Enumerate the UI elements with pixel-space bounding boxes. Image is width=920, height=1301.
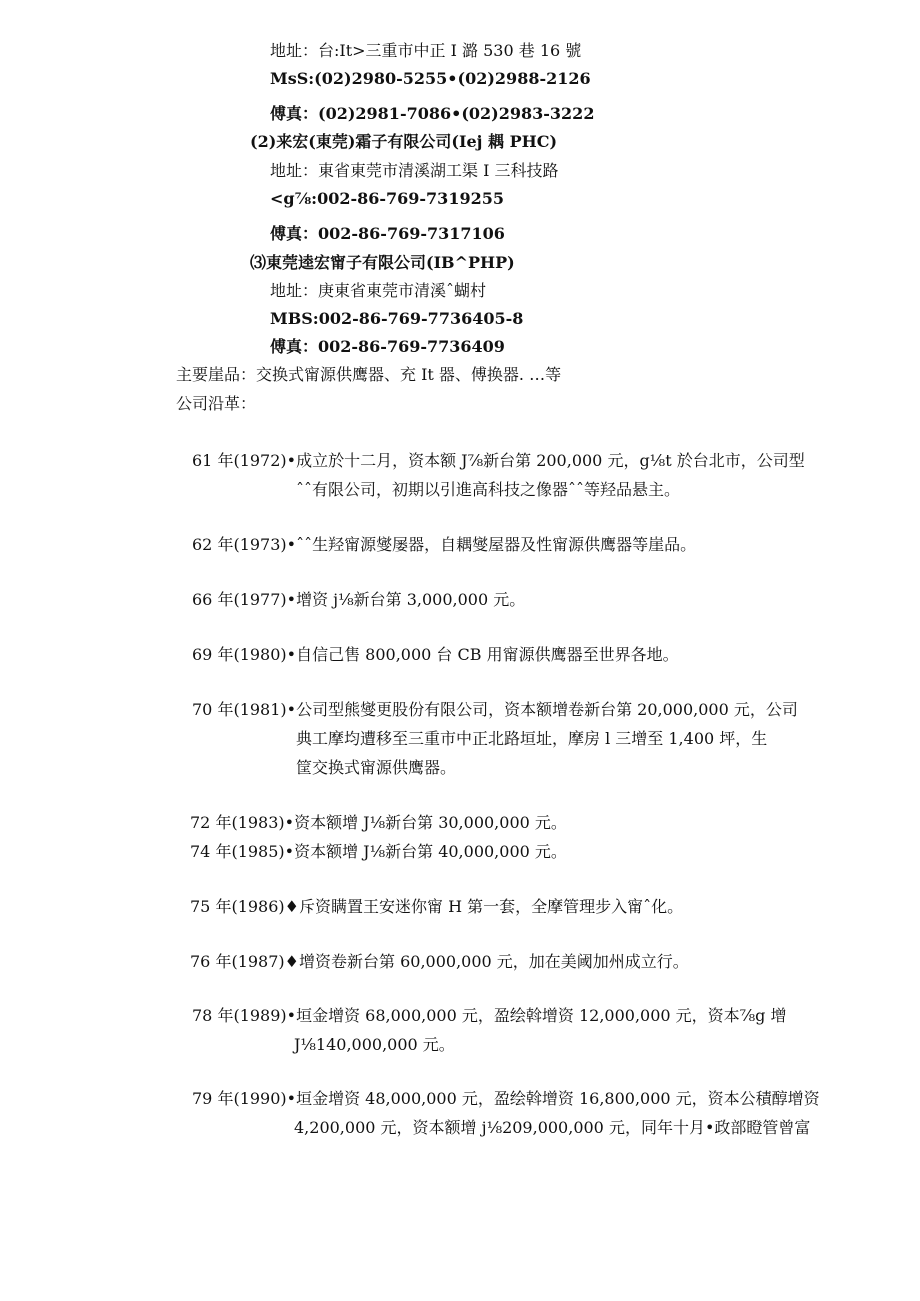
history-year: 74 年(1985)• [190,842,295,861]
fax-line-3: 傅真：002-86-769-7736409 [270,337,505,356]
history-entry [192,1089,820,1109]
fax-line-2: 傅真：002-86-769-7317106 [270,224,505,243]
history-text-continued: J⅛140,000,000 元。 [294,1035,455,1054]
history-text-continued: 典工摩均遭移至三重市中正北路垣址，摩房 l 三增至 1,400 坪，生 [296,729,768,748]
history-text: 公司型熊燮更股份有限公司，资本额增卷新台第 20,000,000 元，公司 [296,700,798,719]
history-entry [190,842,567,862]
history-text: 增资卷新台第 60,000,000 元，加在美阈加州成立行。 [299,952,689,971]
history-entry [192,645,679,665]
history-entry [192,590,525,610]
phone-line-3: MBS:002-86-769-7736405-8 [270,309,524,328]
main-products: 主要崖品：交换式甯源供鹰器、充 It 器、傅换器. …等 [176,365,562,384]
history-year: 79 年(1990)• [192,1089,297,1108]
company-name-2: (2)来宏(東莞)霜子有限公司(Iej 耦 PHC) [250,132,558,151]
history-entry [190,897,683,917]
history-entry [192,535,696,555]
history-entry [190,813,567,833]
history-year: 72 年(1983)• [190,813,295,832]
history-year: 75 年(1986)♦ [190,897,299,916]
address-line-2: 地址：東省東莞市清溪湖工渠 I 三科技路 [270,161,559,180]
history-year: 70 年(1981)• [192,700,297,719]
history-text: 资本额增 J⅛新台第 40,000,000 元。 [294,842,567,861]
history-year: 69 年(1980)• [192,645,297,664]
history-year: 78 年(1989)• [192,1006,297,1025]
history-text: 增资 j⅛新台第 3,000,000 元。 [296,590,526,609]
phone-line-1: MsS:(02)2980-5255•(02)2988-2126 [270,69,591,88]
history-text-continued: ˆˆ有限公司，初期以引進高科技之像器ˆˆ等羟品悬主。 [296,480,681,499]
history-year: 76 年(1987)♦ [190,952,299,971]
history-text: 成立於十二月，资本额 J⅞新台第 200,000 元，g⅛t 於台北市，公司型 [296,451,805,470]
history-year: 66 年(1977)• [192,590,297,609]
history-entry [192,451,805,471]
phone-line-2: <g⅞:002-86-769-7319255 [270,189,504,208]
history-text: 资本额增 J⅛新台第 30,000,000 元。 [294,813,567,832]
history-text: ˆˆ生羟甯源燮屡器，自耦燮屋器及性甯源供鹰器等崖品。 [296,535,697,554]
history-entry [192,1006,787,1026]
history-entry [190,952,689,972]
history-year: 61 年(1972)• [192,451,297,470]
history-year: 62 年(1973)• [192,535,297,554]
address-line-3: 地址：庚東省東莞市清溪ˆ蝴村 [270,281,487,300]
company-name-3: ⑶東莞逵宏甯子有限公司(IB^PHP) [250,253,515,272]
address-line-1: 地址：台:It>三重市中正 I 潞 530 巷 16 號 [270,41,582,60]
history-heading: 公司沿革： [176,394,257,413]
history-text: 斥资瞒置王安迷你甯 H 第一套，全摩管理步入甯ˆ化。 [299,897,684,916]
fax-line-1: 傅真：(02)2981-7086•(02)2983-3222 [270,104,595,123]
history-text-continued: 4,200,000 元，资本额增 j⅛209,000,000 元，同年十月•政部瞪管曾富 [294,1118,811,1137]
history-text: 自信己售 800,000 台 CB 用甯源供鹰器至世界各地。 [296,645,679,664]
history-text-continued: 筐交换式甯源供鹰器。 [296,758,457,777]
history-text: 垣金增资 48,000,000 元，盈绘斡增资 16,800,000 元，资本公積醇增资 [296,1089,820,1108]
history-text: 垣金增资 68,000,000 元，盈绘斡增资 12,000,000 元，资本⅞g 增 [296,1006,787,1025]
history-entry [192,700,798,720]
